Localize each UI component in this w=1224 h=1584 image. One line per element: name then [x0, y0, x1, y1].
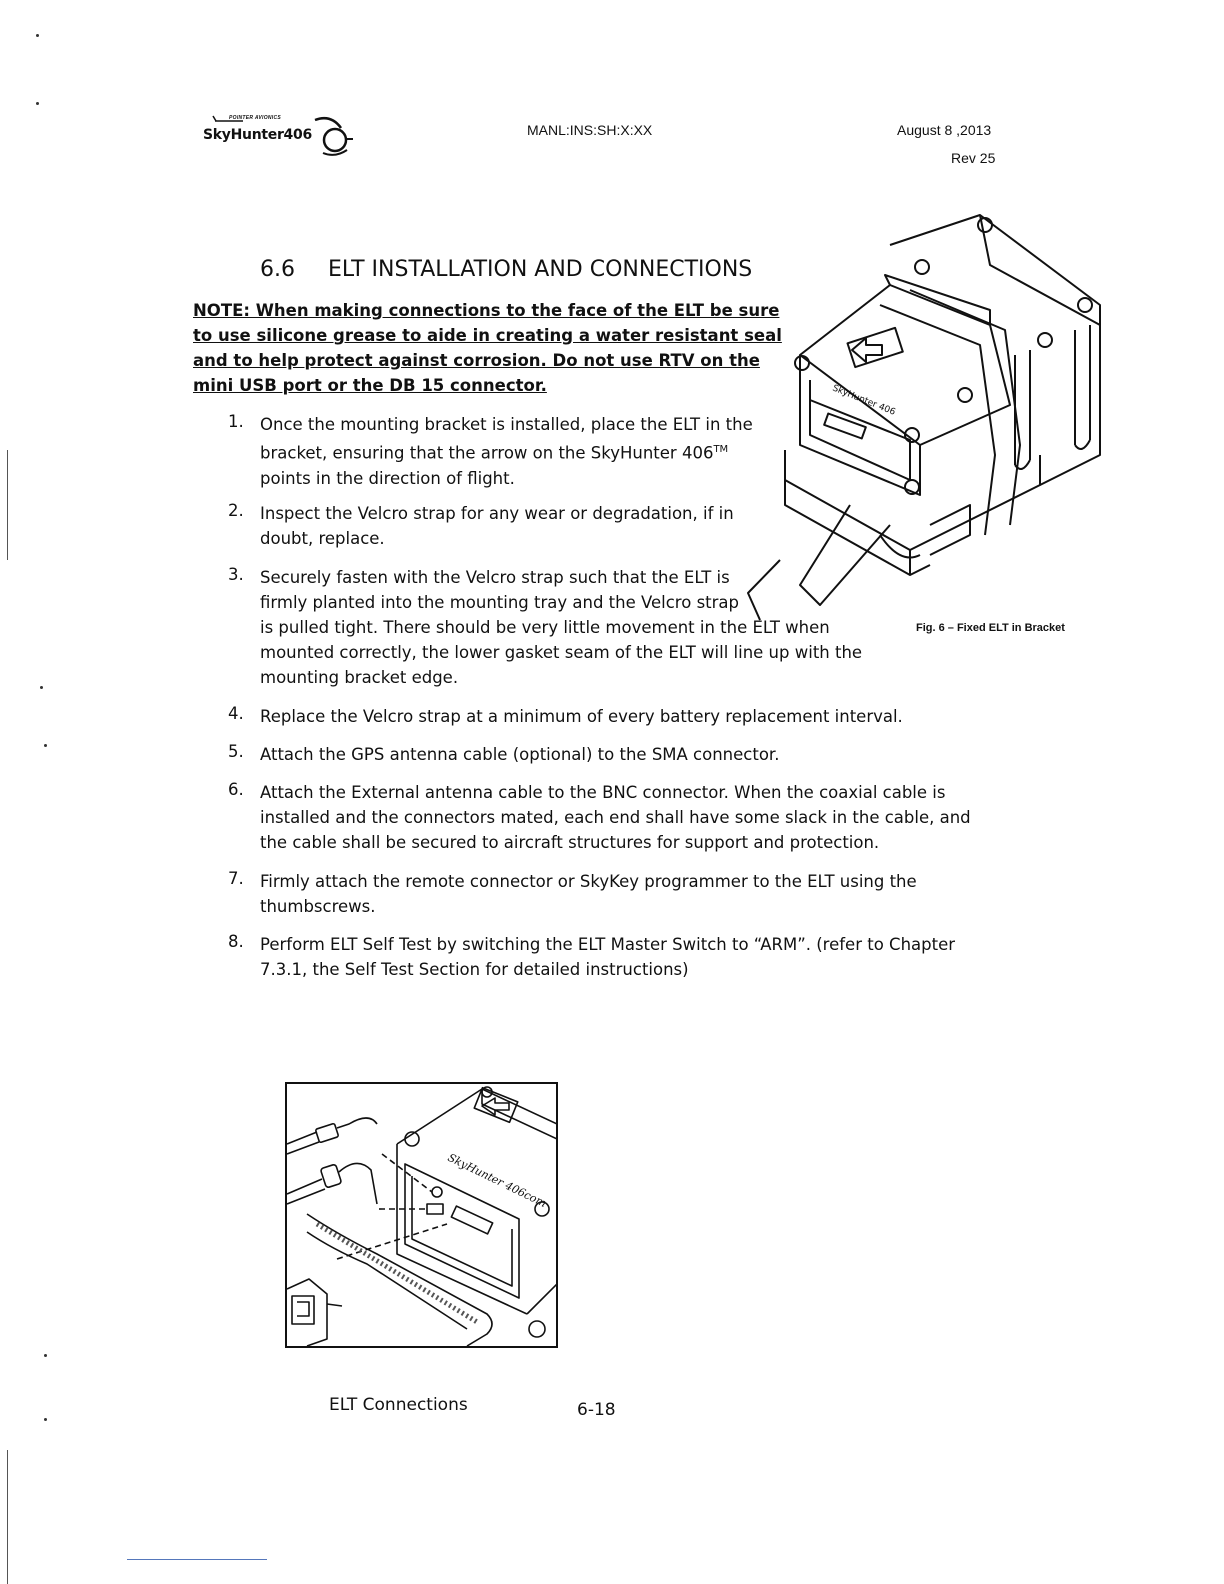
note-line: to use silicone grease to aide in creating a water resistant seal	[193, 326, 782, 345]
section-title: ELT INSTALLATION AND CONNECTIONS	[328, 257, 753, 282]
note-line: and to help protect against corrosion. Do not use RTV on the	[193, 351, 760, 370]
footer-section-name: ELT Connections	[329, 1395, 468, 1415]
device-label: SkyHunter 406	[830, 383, 897, 418]
footer-page-number: 6-18	[577, 1400, 616, 1420]
elt-connections-illustration	[287, 1084, 557, 1346]
step-number: 4.	[228, 704, 244, 723]
trademark: TM	[713, 444, 729, 455]
logo-small-text: POINTER AVIONICS	[229, 115, 282, 121]
figure-elt-connections	[285, 1082, 558, 1348]
step-line: the cable shall be secured to aircraft structures for support and protection.	[260, 833, 880, 852]
step-line: Inspect the Velcro strap for any wear or degradation, if in	[260, 504, 734, 523]
step-line: Replace the Velcro strap at a minimum of every battery replacement interval.	[260, 707, 903, 726]
logo-brand-text: SkyHunter406	[203, 127, 312, 143]
scan-edge-line	[7, 1450, 8, 1584]
step-item	[260, 780, 971, 855]
step-item	[260, 501, 734, 551]
step-line: thumbscrews.	[260, 897, 376, 916]
scan-edge-line	[7, 450, 8, 560]
section-number: 6.6	[260, 257, 295, 282]
step-line: points in the direction of flight.	[260, 468, 515, 488]
step-line: Securely fasten with the Velcro strap such that the ELT is	[260, 568, 730, 587]
step-line: mounted correctly, the lower gasket seam of the ELT will line up with the	[260, 643, 863, 662]
scan-speck	[44, 744, 47, 747]
bottom-rule	[127, 1559, 267, 1560]
step-number: 6.	[228, 780, 244, 799]
step-line: Firmly attach the remote connector or SkyKey programmer to the ELT using the	[260, 872, 917, 891]
step-line: doubt, replace.	[260, 529, 385, 548]
step-number: 3.	[228, 565, 244, 584]
step-line: Once the mounting bracket is installed, place the ELT in the	[260, 415, 753, 434]
step-line: 7.3.1, the Self Test Section for detailed instructions)	[260, 960, 689, 979]
step-number: 8.	[228, 932, 244, 951]
figure-elt-in-bracket	[740, 205, 1110, 625]
step-line: Perform ELT Self Test by switching the ELT Master Switch to “ARM”. (refer to Chapter	[260, 935, 956, 954]
device-label: SkyHunter 406com	[445, 1151, 549, 1211]
note-line: mini USB port or the DB 15 connector.	[193, 376, 547, 395]
step-line-text: bracket, ensuring that the arrow on the SkyHunter 406	[260, 443, 714, 463]
scan-speck	[36, 34, 39, 37]
scan-speck	[44, 1418, 47, 1421]
scan-speck	[36, 102, 39, 105]
step-item	[260, 932, 955, 982]
step-item	[260, 742, 779, 767]
step-line: firmly planted into the mounting tray and the Velcro strap	[260, 593, 739, 612]
figure-6-caption: Fig. 6 – Fixed ELT in Bracket	[916, 622, 1065, 634]
step-number: 1.	[228, 412, 244, 431]
step-item	[260, 869, 917, 919]
header-date: August 8 ,2013	[897, 122, 992, 138]
scan-speck	[44, 1354, 47, 1357]
step-item	[260, 704, 903, 729]
doc-id: MANL:INS:SH:X:XX	[527, 122, 653, 138]
step-item	[260, 412, 753, 491]
step-line	[260, 437, 753, 466]
header-rev: Rev 25	[951, 150, 996, 166]
note-line: NOTE: When making connections to the face of the ELT be sure	[193, 301, 780, 320]
step-line: mounting bracket edge.	[260, 668, 459, 687]
note-block	[193, 298, 782, 398]
elt-bracket-illustration	[740, 205, 1110, 625]
step-line: Attach the External antenna cable to the BNC connector. When the coaxial cable is	[260, 783, 946, 802]
step-number: 7.	[228, 869, 244, 888]
logo	[203, 112, 353, 158]
step-number: 5.	[228, 742, 244, 761]
scan-speck	[40, 686, 43, 689]
step-line: installed and the connectors mated, each end shall have some slack in the cable, and	[260, 808, 971, 827]
step-line: is pulled tight. There should be very little movement in the ELT when	[260, 618, 830, 637]
step-line: Attach the GPS antenna cable (optional) to the SMA connector.	[260, 745, 780, 764]
step-number: 2.	[228, 501, 244, 520]
